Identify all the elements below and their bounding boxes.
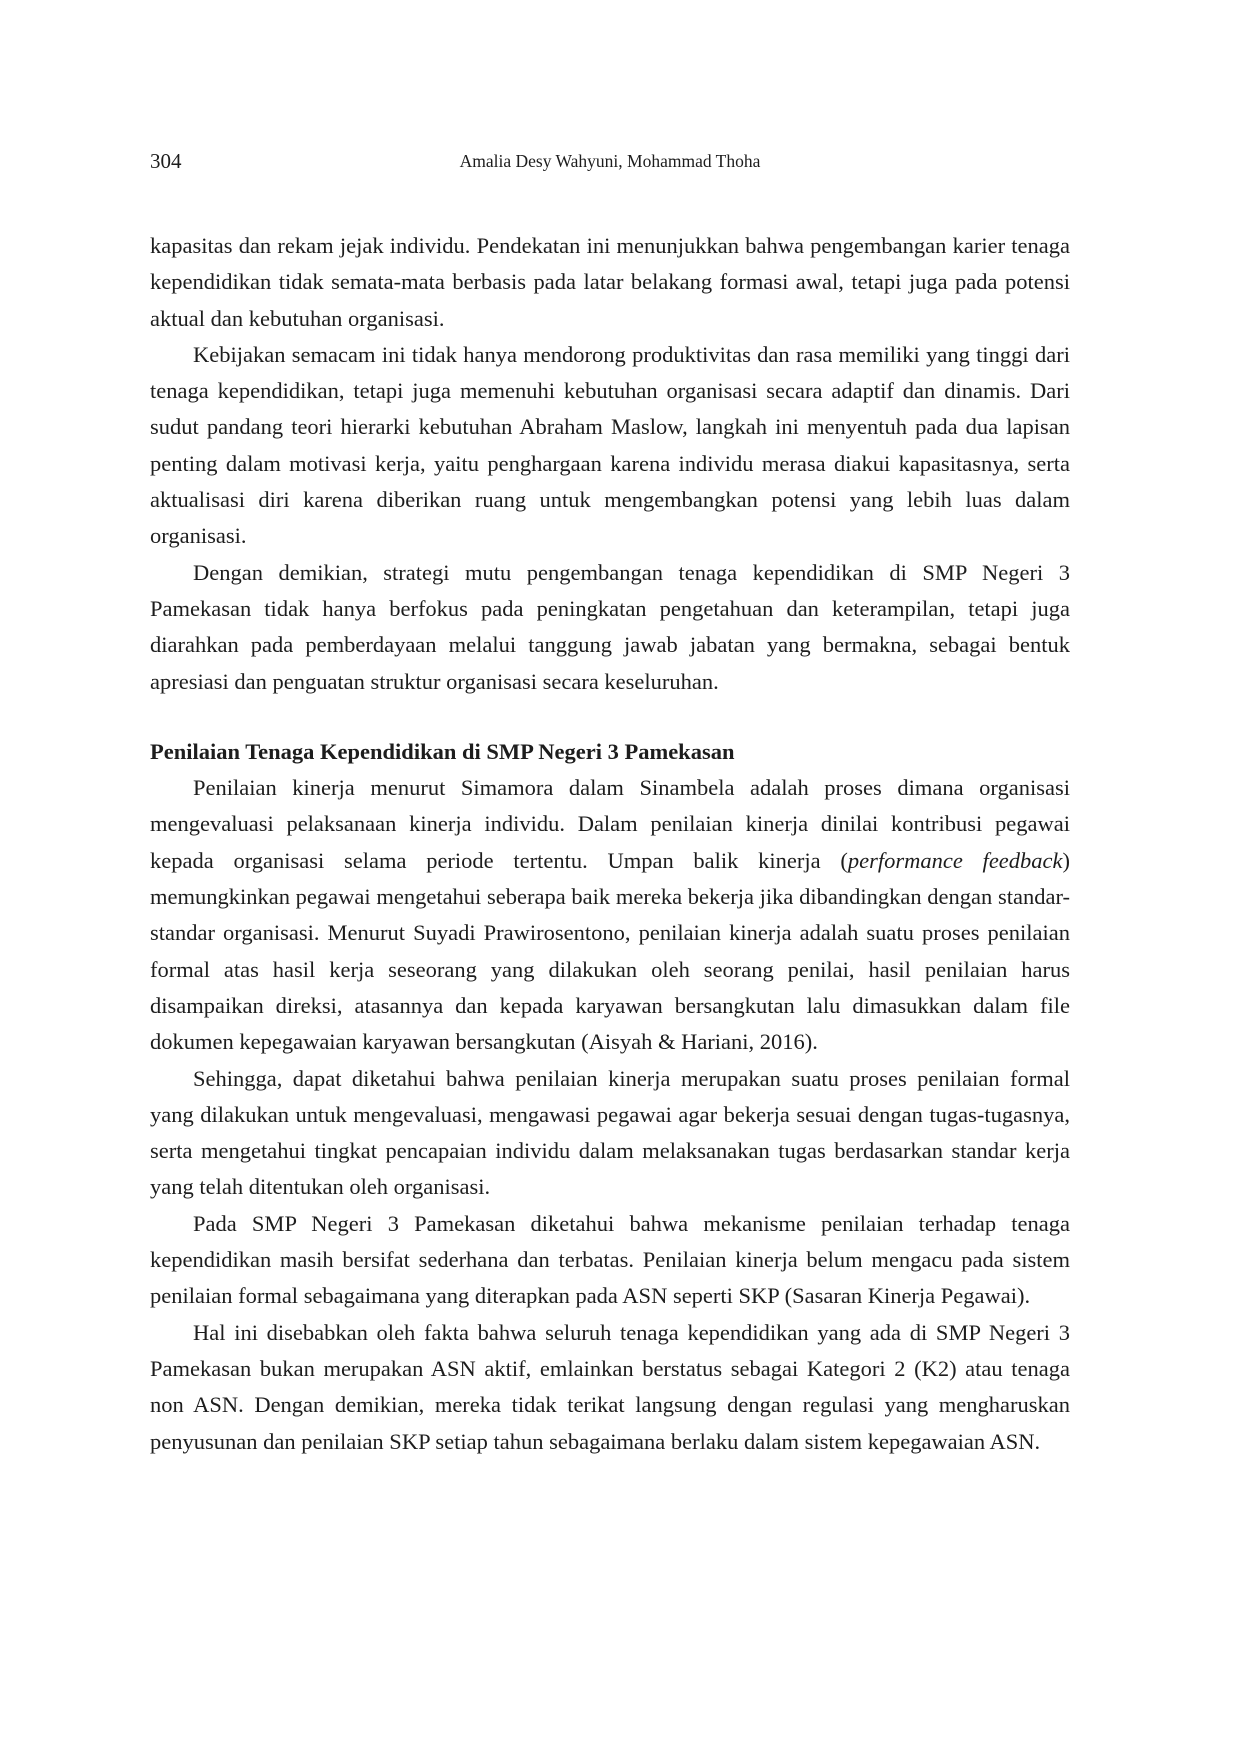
page-header: [150, 146, 1070, 176]
italic-term: performance feedback: [847, 847, 1063, 873]
section-heading: Penilaian Tenaga Kependidikan di SMP Negeri 3 Pamekasan: [150, 738, 735, 764]
paragraph-continuation: kapasitas dan rekam jejak individu. Pendekatan ini menunjukkan bahwa pengembangan karier tenaga kependidikan tidak semata-mata berbasis pada latar belakang formasi awal, tetapi juga pada potensi aktual dan kebutuhan organisasi.: [150, 233, 1070, 331]
running-head-authors: Amalia Desy Wahyuni, Mohammad Thoha: [459, 151, 761, 171]
paragraph-status-k2: Hal ini disebabkan oleh fakta bahwa seluruh tenaga kependidikan yang ada di SMP Negeri 3 Pamekasan bukan merupakan ASN aktif, emlainkan berstatus sebagai Kategori 2 (K2) atau tenaga non ASN. Dengan demikian, mereka tidak terikat langsung dengan regulasi yang mengharuskan penyusunan dan penilaian SKP setiap tahun sebagaimana berlaku dalam sistem kepegawaian ASN.: [150, 1319, 1070, 1454]
paragraph-mekanisme-penilaian: Pada SMP Negeri 3 Pamekasan diketahui bahwa mekanisme penilaian terhadap tenaga kependidikan masih bersifat sederhana dan terbatas. Penilaian kinerja belum mengacu pada sistem penilaian formal sebagaimana yang diterapkan pada ASN seperti SKP (Sasaran Kinerja Pegawai).: [150, 1210, 1070, 1309]
page-number: 304: [150, 149, 182, 173]
paragraph-maslow: Kebijakan semacam ini tidak hanya mendorong produktivitas dan rasa memiliki yang tinggi dari tenaga kependidikan, tetapi juga memenuhi kebutuhan organisasi secara adaptif dan dinamis. Dari sudut pandang teori hierarki kebutuhan Abraham Maslow, langkah ini menyentuh pada dua lapisan penting dalam motivasi kerja, yaitu penghargaan karena individu merasa diakui kapasitasnya, serta aktualisasi diri karena diberikan ruang untuk mengembangkan potensi yang lebih luas dalam organisasi.: [150, 341, 1070, 549]
paragraph-sehingga: Sehingga, dapat diketahui bahwa penilaian kinerja merupakan suatu proses penilaian formal yang dilakukan untuk mengevaluasi, mengawasi pegawai agar bekerja sesuai dengan tugas-tugasnya, serta mengetahui tingkat pencapaian individu dalam melaksanakan tugas berdasarkan standar kerja yang telah ditentukan oleh organisasi.: [150, 1065, 1070, 1200]
body-text: [150, 228, 1070, 1460]
paragraph-penilaian-kinerja: [150, 770, 1070, 1060]
paragraph-strategi-mutu: Dengan demikian, strategi mutu pengembangan tenaga kependidikan di SMP Negeri 3 Pamekasan tidak hanya berfokus pada peningkatan pengetahuan dan keterampilan, tetapi juga diarahkan pada pemberdayaan melalui tanggung jawab jabatan yang bermakna, sebagai bentuk apresiasi dan penguatan struktur organisasi secara keseluruhan.: [150, 559, 1070, 694]
paragraph-text: Penilaian kinerja menurut Simamora dalam Sinambela adalah proses dimana organisasi mengevaluasi pelaksanaan kinerja individu. Dalam penilaian kinerja dinilai kontribusi pegawai kepada organisasi selama periode tertentu. Umpan balik kinerja (: [150, 775, 1070, 873]
paragraph-text: ) memungkinkan pegawai mengetahui seberapa baik mereka bekerja jika dibandingkan dengan standar-standar organisasi. Menurut Suyadi Prawirosentono, penilaian kinerja adalah suatu proses penilaian formal atas hasil kerja seseorang yang dilakukan oleh seorang penilai, hasil penilaian harus disampaikan direksi, atasannya dan kepada karyawan bersangkutan lalu dimasukkan dalam file dokumen kepegawaian karyawan bersangkutan (Aisyah & Hariani, 2016).: [150, 847, 1071, 1055]
